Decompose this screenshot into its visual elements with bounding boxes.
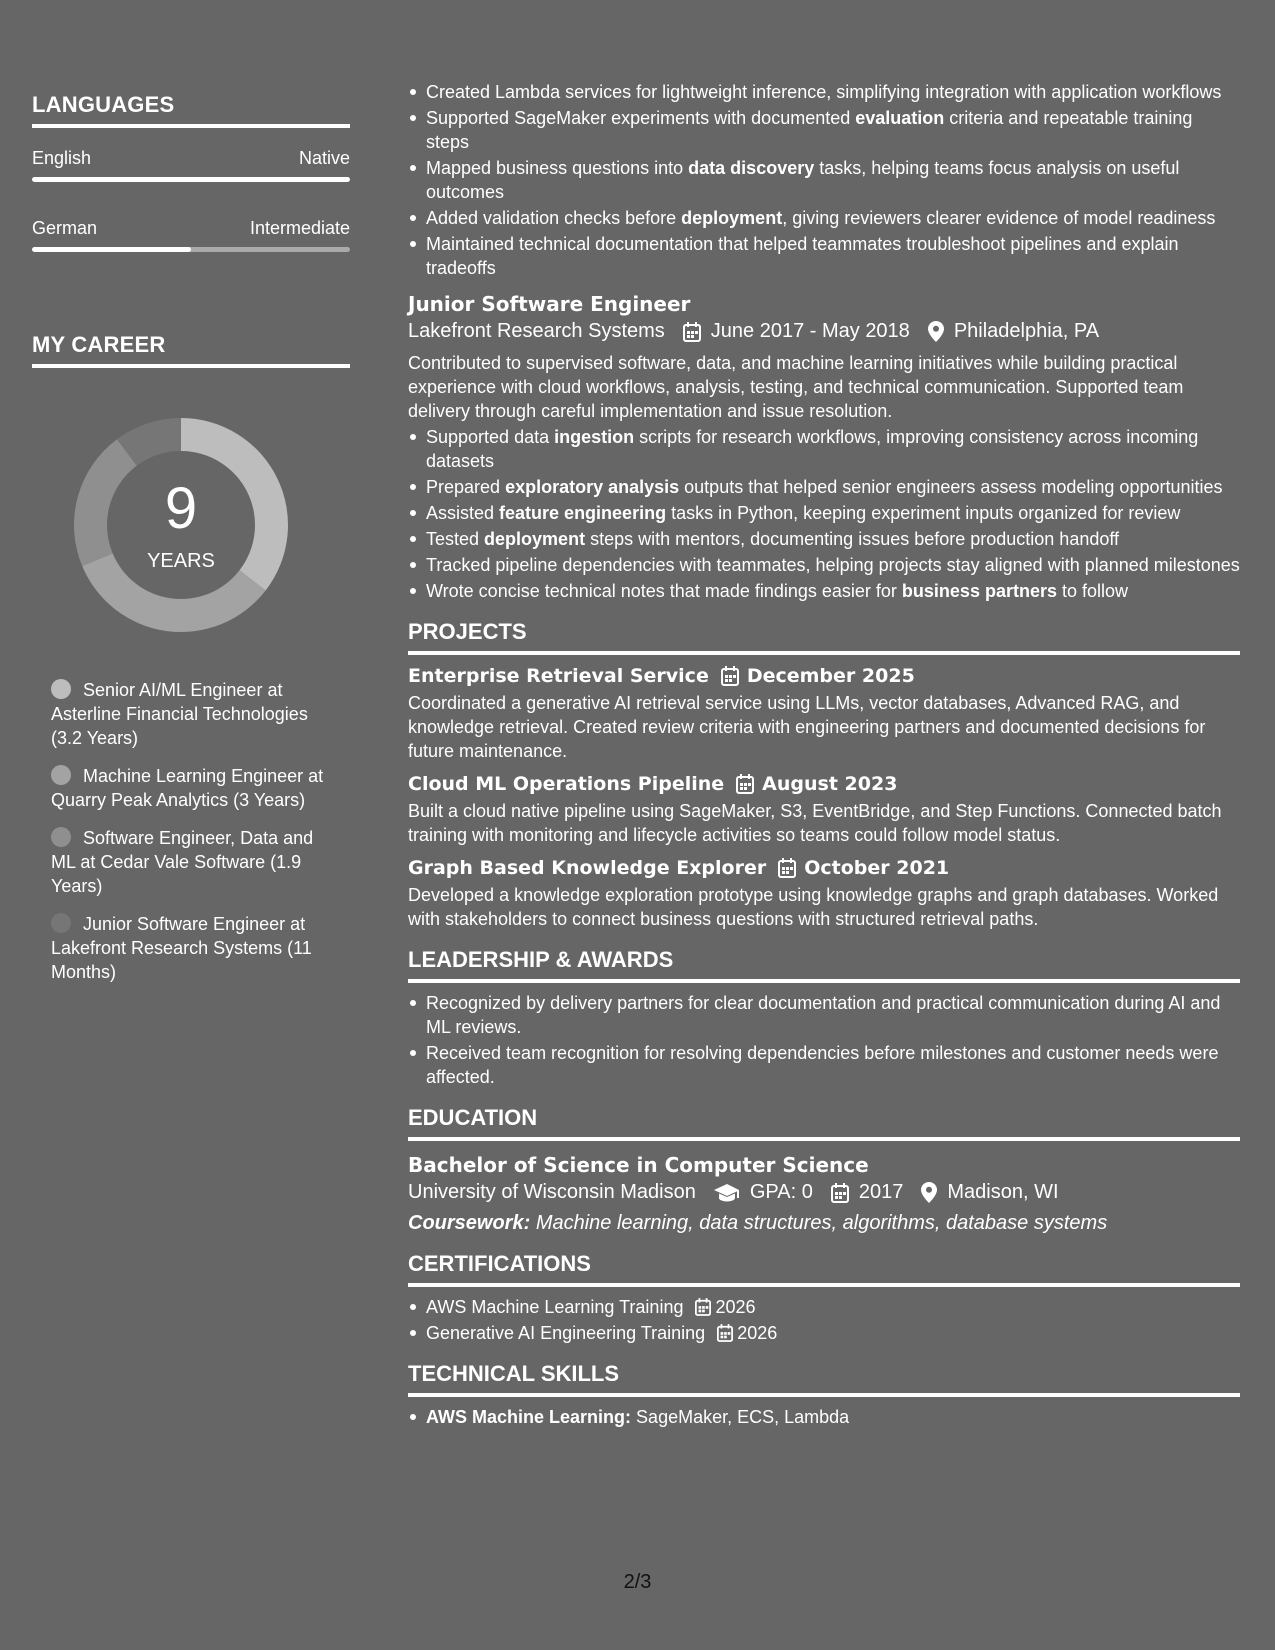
project-item bbox=[408, 857, 1240, 931]
calendar-icon bbox=[683, 322, 701, 342]
project-date: August 2023 bbox=[762, 773, 898, 795]
legend-dot bbox=[51, 827, 71, 847]
project-date: December 2025 bbox=[746, 665, 915, 687]
company-name: Lakefront Research Systems bbox=[408, 320, 665, 342]
job-bullet: Supported data ingestion scripts for research workflows, improving consistency across incoming datasets bbox=[426, 425, 1240, 473]
language-proficiency-bar bbox=[32, 247, 350, 252]
project-description: Developed a knowledge exploration prototype using knowledge graphs and graph databases. Worked with stakeholders to connect business questions with structured retrieval paths. bbox=[408, 885, 1219, 929]
certification-year: 2026 bbox=[737, 1323, 778, 1343]
language-list bbox=[32, 148, 350, 252]
location-pin-icon bbox=[928, 321, 944, 342]
calendar-icon bbox=[831, 1183, 849, 1203]
graduation-cap-icon bbox=[714, 1184, 740, 1202]
career-legend-text: Junior Software Engineer at Lakefront Research Systems (11 Months) bbox=[51, 914, 312, 982]
job-bullets bbox=[408, 425, 1240, 603]
job-location: Philadelphia, PA bbox=[953, 320, 1100, 342]
certification-year: 2026 bbox=[715, 1297, 756, 1317]
calendar-icon bbox=[736, 774, 754, 794]
language-name: German bbox=[32, 218, 98, 238]
leadership-heading: LEADERSHIP & AWARDS bbox=[408, 947, 1240, 983]
education-meta bbox=[408, 1181, 1240, 1204]
certification-name: Generative AI Engineering Training bbox=[426, 1323, 706, 1343]
languages-heading: LANGUAGES bbox=[32, 92, 350, 128]
language-proficiency-fill bbox=[32, 177, 350, 182]
language-row bbox=[32, 148, 350, 169]
language-row bbox=[32, 218, 350, 239]
career-donut-chart bbox=[66, 410, 296, 640]
experience-bullet: Added validation checks before deployment, giving reviewers clearer evidence of model readiness bbox=[426, 206, 1240, 230]
project-title: Graph Based Knowledge Explorer bbox=[408, 857, 767, 879]
project-title: Enterprise Retrieval Service bbox=[408, 665, 709, 687]
certification-item bbox=[426, 1295, 1240, 1319]
projects-heading: PROJECTS bbox=[408, 619, 1240, 655]
experience-bullet: Mapped business questions into data discovery tasks, helping teams focus analysis on useful outcomes bbox=[426, 156, 1240, 204]
project-item bbox=[408, 665, 1240, 763]
career-legend-item bbox=[51, 764, 331, 812]
skill-value: SageMaker, ECS, Lambda bbox=[636, 1407, 850, 1427]
project-title: Cloud ML Operations Pipeline bbox=[408, 773, 725, 795]
coursework-text: Machine learning, data structures, algorithms, database systems bbox=[535, 1212, 1108, 1234]
leadership-bullet: Received team recognition for resolving dependencies before milestones and customer needs were affected. bbox=[426, 1041, 1240, 1089]
degree-title: Bachelor of Science in Computer Science bbox=[408, 1153, 869, 1177]
education-heading: EDUCATION bbox=[408, 1105, 1240, 1141]
job-bullet: Wrote concise technical notes that made findings easier for business partners to follow bbox=[426, 579, 1240, 603]
language-name: English bbox=[32, 148, 92, 168]
career-legend-item bbox=[51, 912, 331, 984]
career-legend-item bbox=[51, 678, 331, 750]
leadership-bullets bbox=[408, 991, 1240, 1089]
calendar-icon bbox=[721, 666, 739, 686]
career-total-years: 9 bbox=[164, 476, 198, 541]
career-heading: MY CAREER bbox=[32, 332, 350, 368]
job-dates: June 2017 - May 2018 bbox=[710, 320, 910, 342]
job-bullet: Tested deployment steps with mentors, documenting issues before production handoff bbox=[426, 527, 1240, 551]
experience-bullet: Maintained technical documentation that helped teammates troubleshoot pipelines and explain tradeoffs bbox=[426, 232, 1240, 280]
skill-label: AWS Machine Learning: bbox=[426, 1407, 632, 1427]
career-legend-text: Machine Learning Engineer at Quarry Peak Analytics (3 Years) bbox=[51, 766, 324, 810]
coursework-label: Coursework: bbox=[408, 1212, 531, 1234]
location-pin-icon bbox=[921, 1182, 937, 1203]
legend-dot bbox=[51, 679, 71, 699]
calendar-icon bbox=[717, 1324, 733, 1342]
career-legend-item bbox=[51, 826, 331, 898]
project-item bbox=[408, 773, 1240, 847]
certifications-heading: CERTIFICATIONS bbox=[408, 1251, 1240, 1287]
job-bullet: Prepared exploratory analysis outputs that helped senior engineers assess modeling opportunities bbox=[426, 475, 1240, 499]
main-content bbox=[408, 80, 1240, 1431]
language-proficiency-fill bbox=[32, 247, 191, 252]
page-number: 2/3 bbox=[623, 1571, 652, 1593]
certification-item bbox=[426, 1321, 1240, 1345]
calendar-icon bbox=[695, 1298, 711, 1316]
job-bullet: Tracked pipeline dependencies with teammates, helping projects stay aligned with planned milestones bbox=[426, 555, 1240, 575]
job-title: Junior Software Engineer bbox=[408, 292, 691, 316]
project-description: Coordinated a generative AI retrieval service using LLMs, vector databases, Advanced RAG, and knowledge retrieval. Created review criteria with engineering partners and documented decisions for future maintenance. bbox=[408, 693, 1206, 761]
experience-bullets bbox=[408, 80, 1240, 280]
coursework bbox=[408, 1212, 1240, 1235]
school-location: Madison, WI bbox=[947, 1181, 1059, 1203]
skills-heading: TECHNICAL SKILLS bbox=[408, 1361, 1240, 1397]
certification-name: AWS Machine Learning Training bbox=[426, 1297, 684, 1317]
gpa: GPA: 0 bbox=[749, 1181, 813, 1203]
language-proficiency-bar bbox=[32, 177, 350, 182]
sidebar bbox=[32, 92, 350, 998]
career-total-label: YEARS bbox=[147, 550, 215, 572]
career-legend-text: Software Engineer, Data and ML at Cedar Vale Software (1.9 Years) bbox=[51, 828, 314, 896]
graduation-year: 2017 bbox=[858, 1181, 904, 1203]
project-date: October 2021 bbox=[804, 857, 950, 879]
language-level: Intermediate bbox=[249, 218, 350, 238]
experience-bullet: Created Lambda services for lightweight inference, simplifying integration with application workflows bbox=[426, 80, 1240, 104]
job-meta bbox=[408, 320, 1240, 343]
skill-item bbox=[426, 1405, 1240, 1429]
career-legend-text: Senior AI/ML Engineer at Asterline Financial Technologies (3.2 Years) bbox=[51, 680, 308, 748]
calendar-icon bbox=[778, 858, 796, 878]
job-summary: Contributed to supervised software, data, and machine learning initiatives while building practical experience with cloud workflows, analysis, testing, and technical communication. Supported team delivery through careful implementation and issue resolution. bbox=[408, 353, 1184, 421]
legend-dot bbox=[51, 765, 71, 785]
skills-list bbox=[408, 1405, 1240, 1429]
projects-list bbox=[408, 665, 1240, 931]
leadership-bullet: Recognized by delivery partners for clear documentation and practical communication during AI and ML reviews. bbox=[426, 991, 1240, 1039]
school-name: University of Wisconsin Madison bbox=[408, 1181, 696, 1203]
project-description: Built a cloud native pipeline using SageMaker, S3, EventBridge, and Step Functions. Connected batch training with monitoring and lifecycle activities so teams could follow model status. bbox=[408, 801, 1222, 845]
career-legend bbox=[51, 678, 331, 984]
experience-bullet: Supported SageMaker experiments with documented evaluation criteria and repeatable training steps bbox=[426, 106, 1240, 154]
job-bullet: Assisted feature engineering tasks in Python, keeping experiment inputs organized for review bbox=[426, 501, 1240, 525]
legend-dot bbox=[51, 913, 71, 933]
language-level: Native bbox=[298, 148, 350, 168]
certifications-list bbox=[408, 1295, 1240, 1345]
